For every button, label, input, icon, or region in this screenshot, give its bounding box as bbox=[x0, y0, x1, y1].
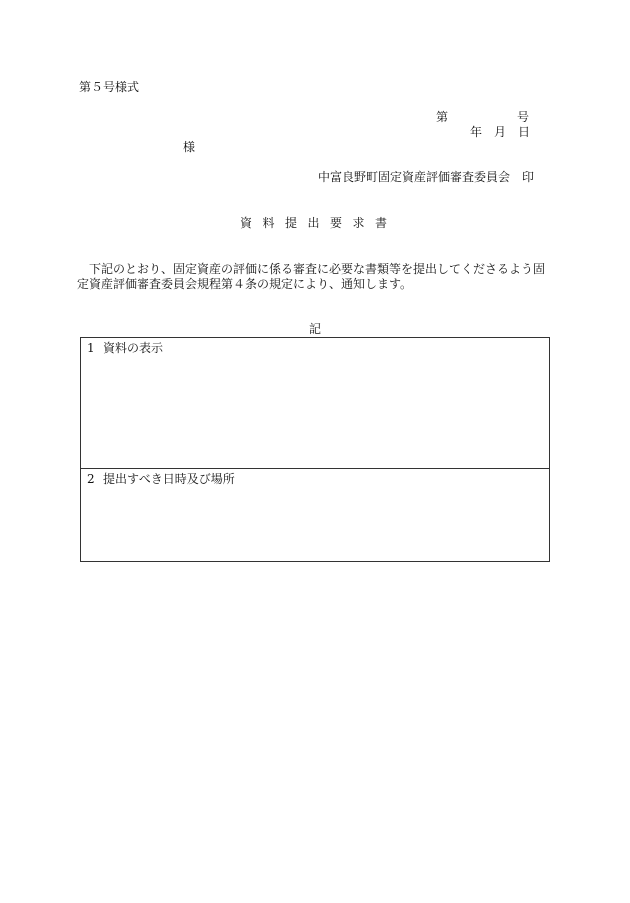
body-text: 下記のとおり、固定資産の評価に係る審査に必要な書類等を提出してくださるよう固定資産評価審査委員会規程第４条の規定により、通知します。 bbox=[77, 262, 546, 291]
document-number-prefix: 第 bbox=[436, 110, 449, 124]
items-table bbox=[80, 337, 550, 562]
item-text: 資料の表示 bbox=[103, 341, 164, 355]
date-day: 日 bbox=[518, 125, 531, 139]
issuer: 中富良野町固定資産評価審査委員会 印 bbox=[318, 170, 535, 184]
item-text: 提出すべき日時及び場所 bbox=[103, 472, 235, 486]
item-number: 2 bbox=[87, 472, 95, 486]
table-row bbox=[81, 469, 549, 561]
item-label bbox=[87, 342, 163, 354]
ki-heading: 記 bbox=[309, 322, 322, 336]
addressee-suffix: 様 bbox=[183, 140, 196, 154]
form-number: 第５号様式 bbox=[79, 80, 140, 94]
item-label bbox=[87, 473, 235, 485]
table-row bbox=[81, 338, 549, 469]
item-number: 1 bbox=[87, 341, 95, 355]
document-title: 資料提出要求書 bbox=[240, 216, 398, 230]
date-year: 年 bbox=[470, 125, 483, 139]
date-month: 月 bbox=[494, 125, 507, 139]
document-number-suffix: 号 bbox=[517, 110, 530, 124]
date-line bbox=[470, 126, 530, 138]
